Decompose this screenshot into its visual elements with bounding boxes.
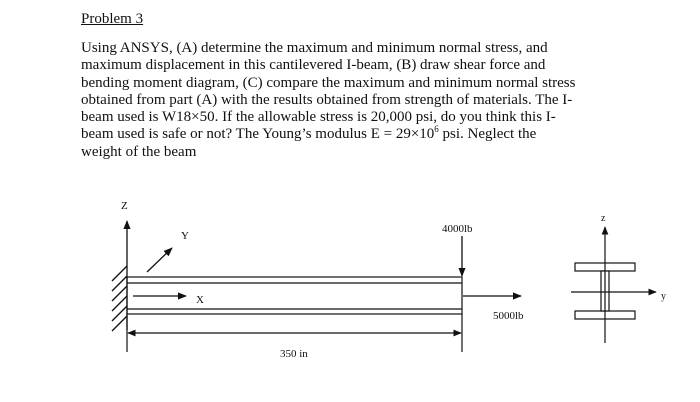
- problem-heading: Problem 3: [81, 11, 144, 27]
- statement-line: Using ANSYS, (A) determine the maximum and minimum normal stress, and: [81, 40, 548, 56]
- x-axis-label: X: [196, 294, 204, 306]
- y-axis-arrow: [147, 248, 172, 272]
- length-dimension: [127, 314, 462, 352]
- section-z-label: z: [601, 213, 606, 224]
- statement-line: beam used is W18×50. If the allowable stress is 20,000 psi, do you think this I-: [81, 109, 556, 126]
- modulus-text: beam used is safe or not? The Young’s modulus E = 29×10: [81, 126, 435, 143]
- vertical-load-label: 4000lb: [442, 223, 473, 235]
- statement-line: obtained from part (A) with the results obtained from strength of materials. The I-: [81, 91, 573, 108]
- axial-load-label: 5000lb: [493, 310, 524, 322]
- modulus-tail: psi. Neglect the: [438, 126, 537, 143]
- section-y-label: y: [661, 291, 666, 302]
- y-axis-label: Y: [181, 230, 189, 242]
- statement-line: weight of the beam: [81, 143, 197, 160]
- fixed-support-wall: [112, 262, 127, 331]
- z-axis-label: Z: [121, 200, 128, 212]
- modulus-exponent: 6: [434, 124, 439, 135]
- statement-line: maximum displacement in this cantilevered I-beam, (B) draw shear force and: [81, 57, 546, 74]
- length-dimension-label: 350 in: [280, 348, 308, 360]
- statement-line: bending moment diagram, (C) compare the maximum and minimum normal stress: [81, 74, 576, 91]
